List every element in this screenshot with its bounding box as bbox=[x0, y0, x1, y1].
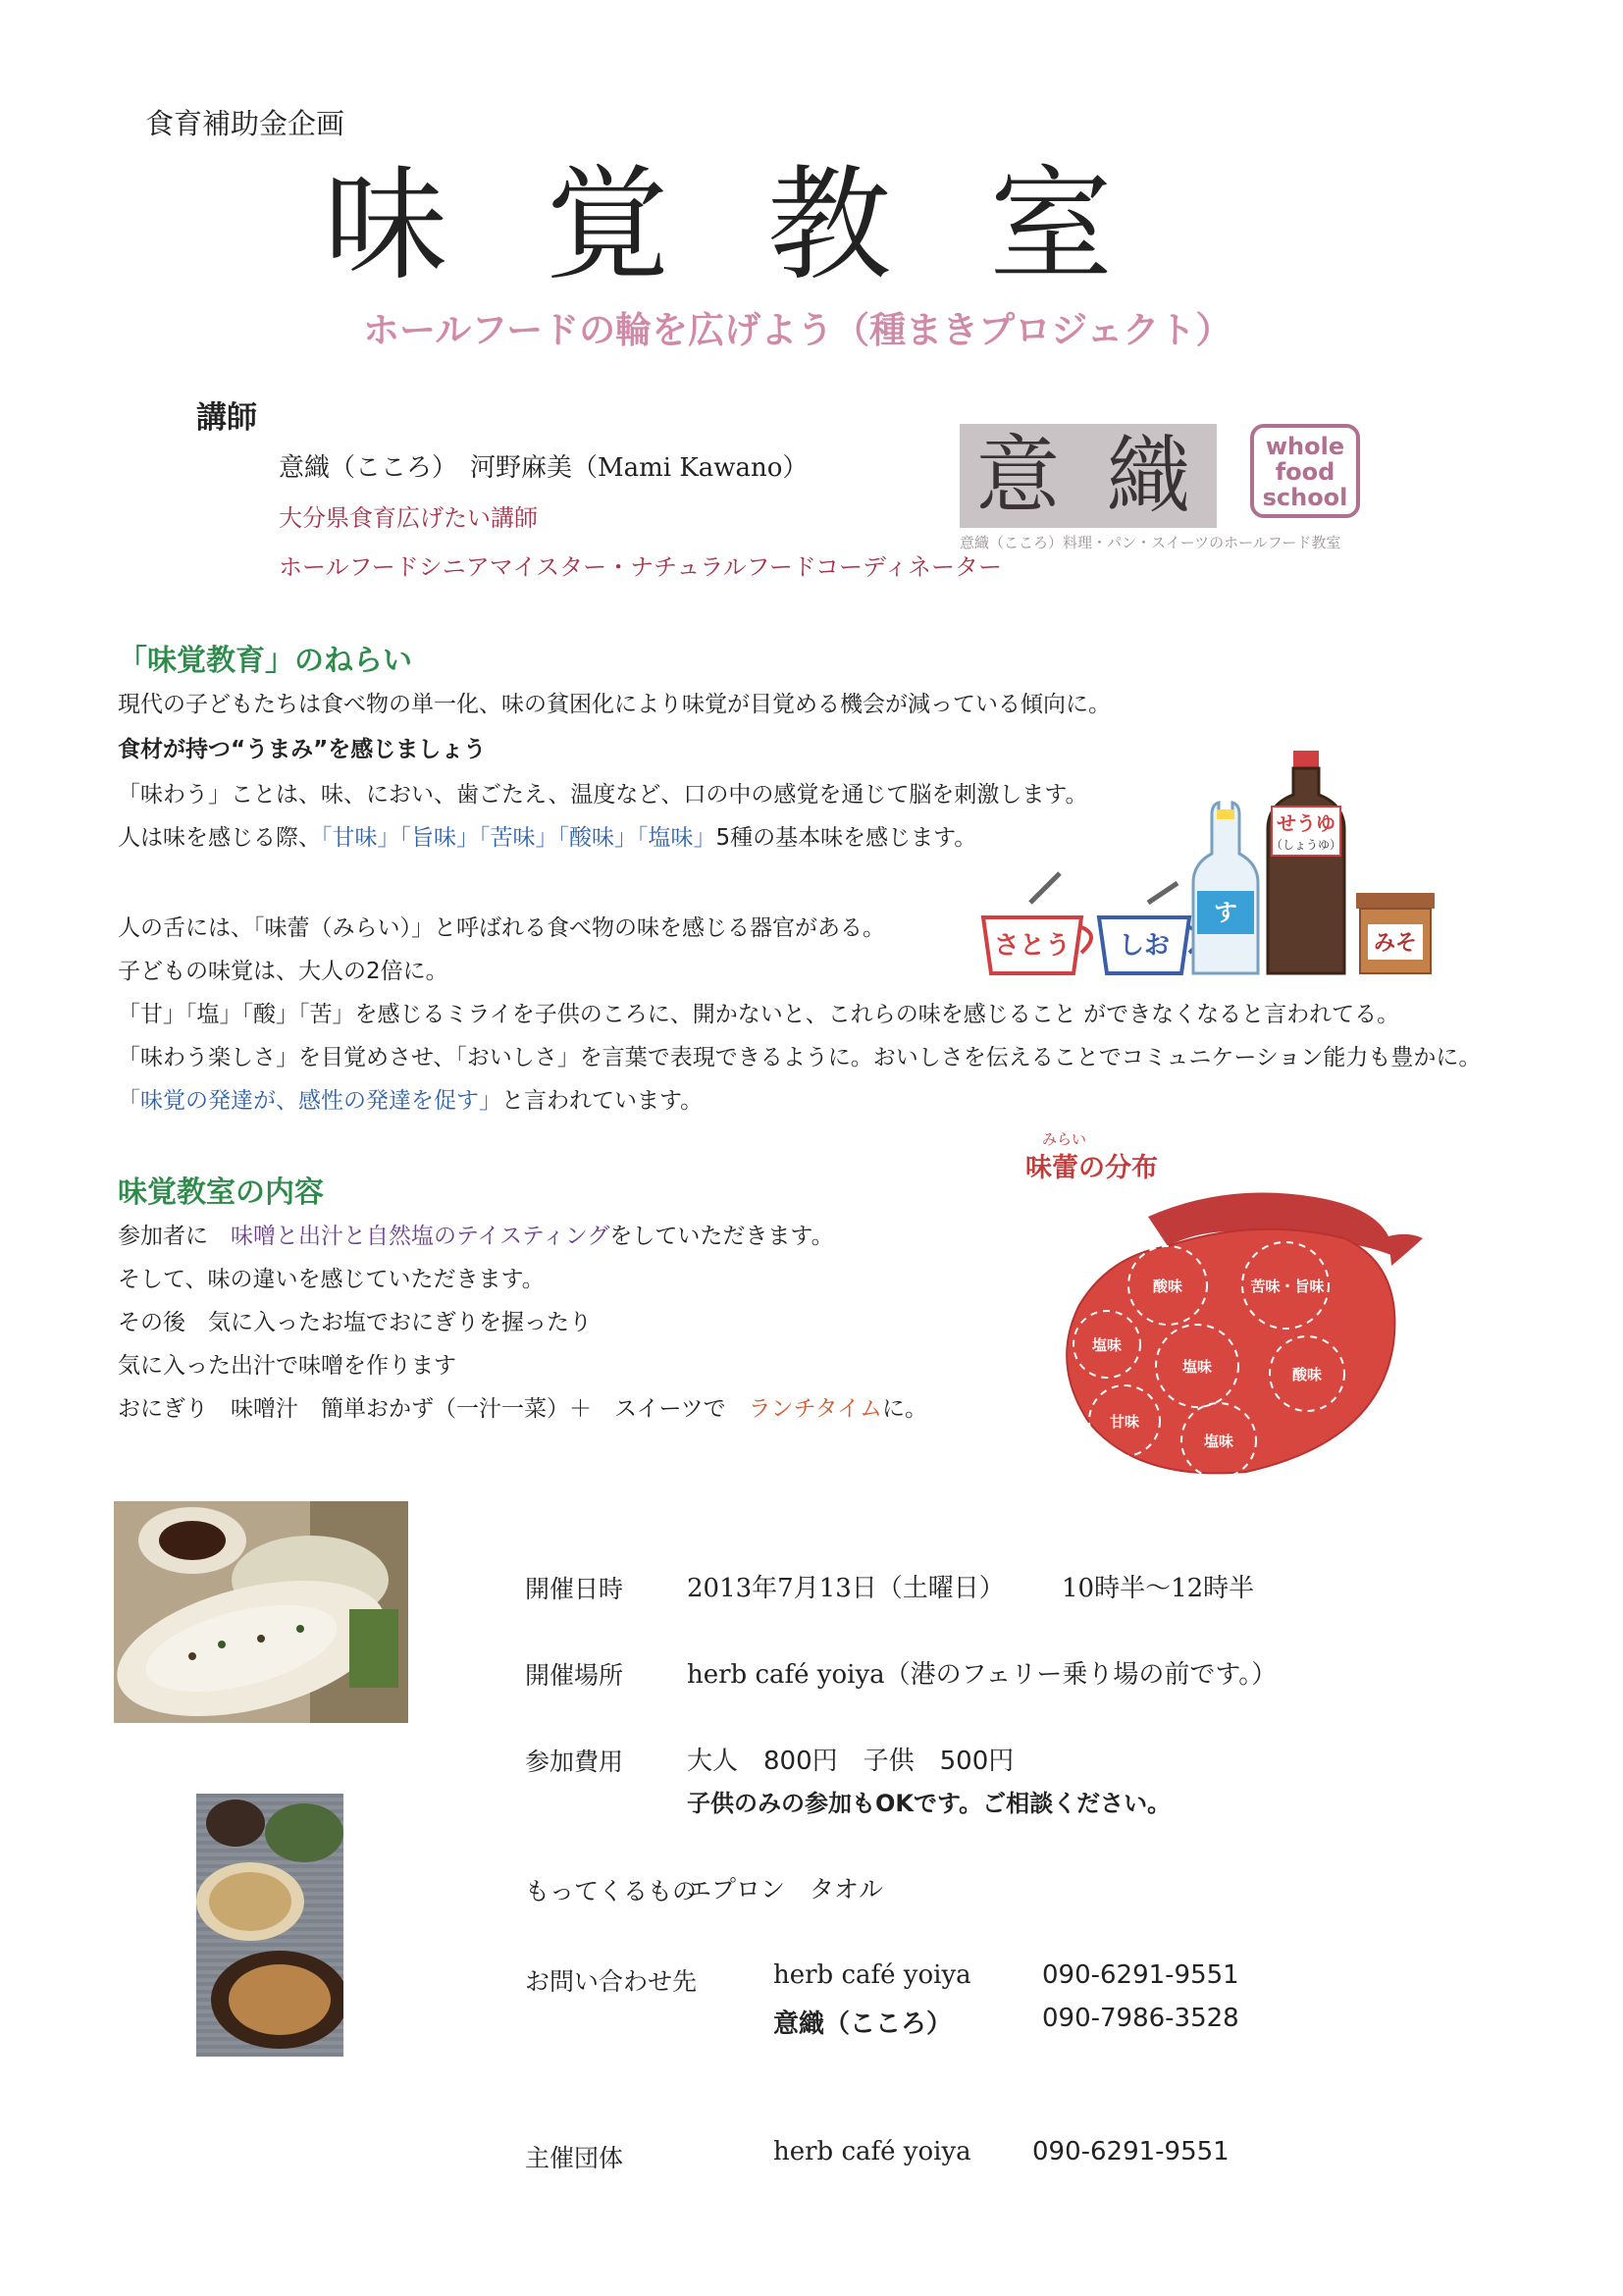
aim-text-9 bbox=[118, 1079, 703, 1122]
instructor-name: 意織（こころ） 河野麻美（Mami Kawano） bbox=[279, 453, 809, 483]
badge-line-3: school bbox=[1262, 484, 1348, 511]
event-date: 2013年7月13日（土曜日） bbox=[687, 1574, 1005, 1603]
zone-label: 苦味・旨味 bbox=[1250, 1278, 1325, 1295]
aim-text-8: 「味わう楽しさ」を目覚めさせ、「おいしさ」を言葉で表現できるように。おいしさを伝えることでコミュニケーション能力も豊かに。 bbox=[118, 1045, 1482, 1070]
tongue-svg bbox=[1021, 1177, 1442, 1491]
fee-note: 子供のみの参加もOKです。ご相談ください。 bbox=[687, 1790, 1172, 1817]
content-text-4: 気に入った出汁で味噌を作ります bbox=[118, 1353, 456, 1379]
aim-text-7: 「甘」「塩」「酸」「苦」を感じるミライを子供のころに、開かないと、これらの味を感じること ができなくなると言われてる。 bbox=[118, 1002, 1400, 1027]
soy-bottle bbox=[1268, 768, 1344, 973]
zone-label: 塩味 bbox=[1203, 1433, 1234, 1450]
aim-text-3: 「味わう」ことは、味、におい、歯ごたえ、温度など、口の中の感覚を通じて脳を刺激します。 bbox=[118, 782, 1088, 808]
aim-text-4-pre: 人は味を感じる際、 bbox=[118, 825, 321, 851]
zone-label: 酸味 bbox=[1152, 1278, 1183, 1295]
organizer-name: herb café yoiya bbox=[773, 2137, 971, 2166]
fee-label: 参加費用 bbox=[525, 1748, 624, 1776]
taste-bud-ruby: みらい bbox=[1042, 1130, 1087, 1148]
aim-text-9-highlight: 「味覚の発達が、感性の発達を促す」 bbox=[118, 1088, 501, 1114]
aim-heading: 「味覚教育」のねらい bbox=[118, 644, 412, 678]
tasting-highlight: 味噌と出汁と自然塩のテイスティング bbox=[231, 1224, 610, 1249]
instructor-role-2: ホールフードシニアマイスター・ナチュラルフードコーディネーター bbox=[279, 553, 1003, 581]
aim-text-4 bbox=[118, 816, 976, 860]
aim-text-1: 現代の子どもたちは食べ物の単一化、味の貧困化により味覚が目覚める機会が減っている傾向に。 bbox=[118, 692, 1111, 717]
sugar-spoon bbox=[1030, 873, 1060, 903]
content-text-5-pre: おにぎり 味噌汁 簡単おかず（一汁一菜）＋ スイーツで bbox=[118, 1396, 749, 1422]
badge-line-2: food bbox=[1275, 458, 1335, 486]
aim-text-9-post: と言われています。 bbox=[501, 1088, 704, 1114]
content-heading: 味覚教室の内容 bbox=[118, 1175, 324, 1210]
aim-text-2: 食材が持つ“うまみ”を感じましょう bbox=[118, 737, 487, 762]
event-fee: 大人 800円 子供 500円 bbox=[687, 1747, 1015, 1776]
miso-lid bbox=[1356, 893, 1435, 909]
organizer-phone: 090-6291-9551 bbox=[1032, 2137, 1230, 2166]
date-label: 開催日時 bbox=[525, 1575, 624, 1603]
content-text-1-pre: 参加者に bbox=[118, 1224, 231, 1249]
zone-label: 塩味 bbox=[1091, 1336, 1123, 1354]
sugar-cup-handle bbox=[1081, 927, 1091, 953]
logo-kanji: 意 織 bbox=[960, 424, 1217, 528]
contact-name-2: 意織（こころ） bbox=[773, 2009, 953, 2039]
taste-bud-title: 味蕾の分布 bbox=[1025, 1153, 1158, 1183]
content-text-2: そして、味の違いを感じていただきます。 bbox=[118, 1267, 545, 1292]
zone-label: 塩味 bbox=[1181, 1358, 1213, 1376]
seasonings-svg bbox=[971, 746, 1452, 981]
vinegar-cap bbox=[1217, 809, 1234, 819]
content-text-1 bbox=[118, 1215, 834, 1258]
bring-label: もってくるもの bbox=[525, 1877, 698, 1905]
place-label: 開催場所 bbox=[525, 1661, 624, 1690]
subsidy-label: 食育補助金企画 bbox=[145, 107, 345, 140]
five-tastes: 「甘味」「旨味」「苦味」「酸味」「塩味」 bbox=[321, 825, 716, 851]
whole-food-school-badge bbox=[1250, 424, 1360, 518]
content-text-3: その後 気に入ったお塩でおにぎりを握ったり bbox=[118, 1310, 592, 1335]
soy-reading: （しょうゆ） bbox=[1270, 838, 1342, 852]
miso-label: みそ bbox=[1373, 931, 1418, 956]
soy-label: せうゆ bbox=[1277, 811, 1335, 835]
contact-phone-2: 090-7986-3528 bbox=[1042, 2004, 1239, 2033]
aim-text-4-post: 5種の基本味を感じます。 bbox=[715, 825, 977, 851]
page-subtitle: ホールフードの輪を広げよう（種まきプロジェクト） bbox=[363, 309, 1232, 351]
soy-cap bbox=[1293, 751, 1319, 768]
zone-label: 甘味 bbox=[1109, 1413, 1140, 1431]
contact-label: お問い合わせ先 bbox=[525, 1967, 698, 1996]
instructor-heading: 講師 bbox=[196, 400, 257, 436]
content-text-5-post: に。 bbox=[882, 1396, 928, 1422]
contact-phone-1: 090-6291-9551 bbox=[1042, 1960, 1239, 1990]
vinegar-bottle bbox=[1193, 803, 1258, 973]
organizer-label: 主催団体 bbox=[525, 2144, 624, 2172]
content-text-5 bbox=[118, 1387, 927, 1431]
food-photo-2 bbox=[196, 1794, 343, 2057]
content-text-1-post: をしていただきます。 bbox=[609, 1224, 834, 1249]
salt-spoon bbox=[1148, 883, 1178, 903]
food-photo-2-svg bbox=[196, 1794, 343, 2057]
event-time: 10時半～12時半 bbox=[1062, 1574, 1255, 1603]
seasonings-illustration bbox=[971, 746, 1452, 981]
food-photo-1-svg bbox=[114, 1501, 408, 1723]
bring-items: エプロン タオル bbox=[687, 1875, 884, 1904]
salt-label: しお bbox=[1118, 931, 1171, 961]
lunch-highlight: ランチタイム bbox=[748, 1396, 883, 1422]
zone-label: 酸味 bbox=[1291, 1366, 1323, 1383]
aim-text-5: 人の舌には、「味蕾（みらい）」と呼ばれる食べ物の味を感じる器官がある。 bbox=[118, 915, 885, 941]
contact-name-1: herb café yoiya bbox=[773, 1960, 971, 1990]
event-place: herb café yoiya（港のフェリー乗り場の前です。） bbox=[687, 1660, 1278, 1690]
sugar-label: さとう bbox=[993, 931, 1072, 961]
food-photo-1 bbox=[114, 1501, 408, 1723]
vinegar-label: す bbox=[1214, 899, 1237, 926]
school-logo bbox=[960, 424, 1372, 551]
mouth-corner bbox=[1388, 1234, 1423, 1266]
instructor-role-1: 大分県食育広げたい講師 bbox=[279, 504, 538, 532]
page-title: 味 覚 教 室 bbox=[324, 153, 1143, 297]
badge-line-1: whole bbox=[1265, 433, 1345, 460]
aim-text-6: 子どもの味覚は、大人の2倍に。 bbox=[118, 959, 448, 984]
taste-bud-diagram bbox=[1021, 1119, 1442, 1491]
logo-caption: 意織（こころ）料理・パン・スイーツのホールフード教室 bbox=[960, 534, 1341, 551]
